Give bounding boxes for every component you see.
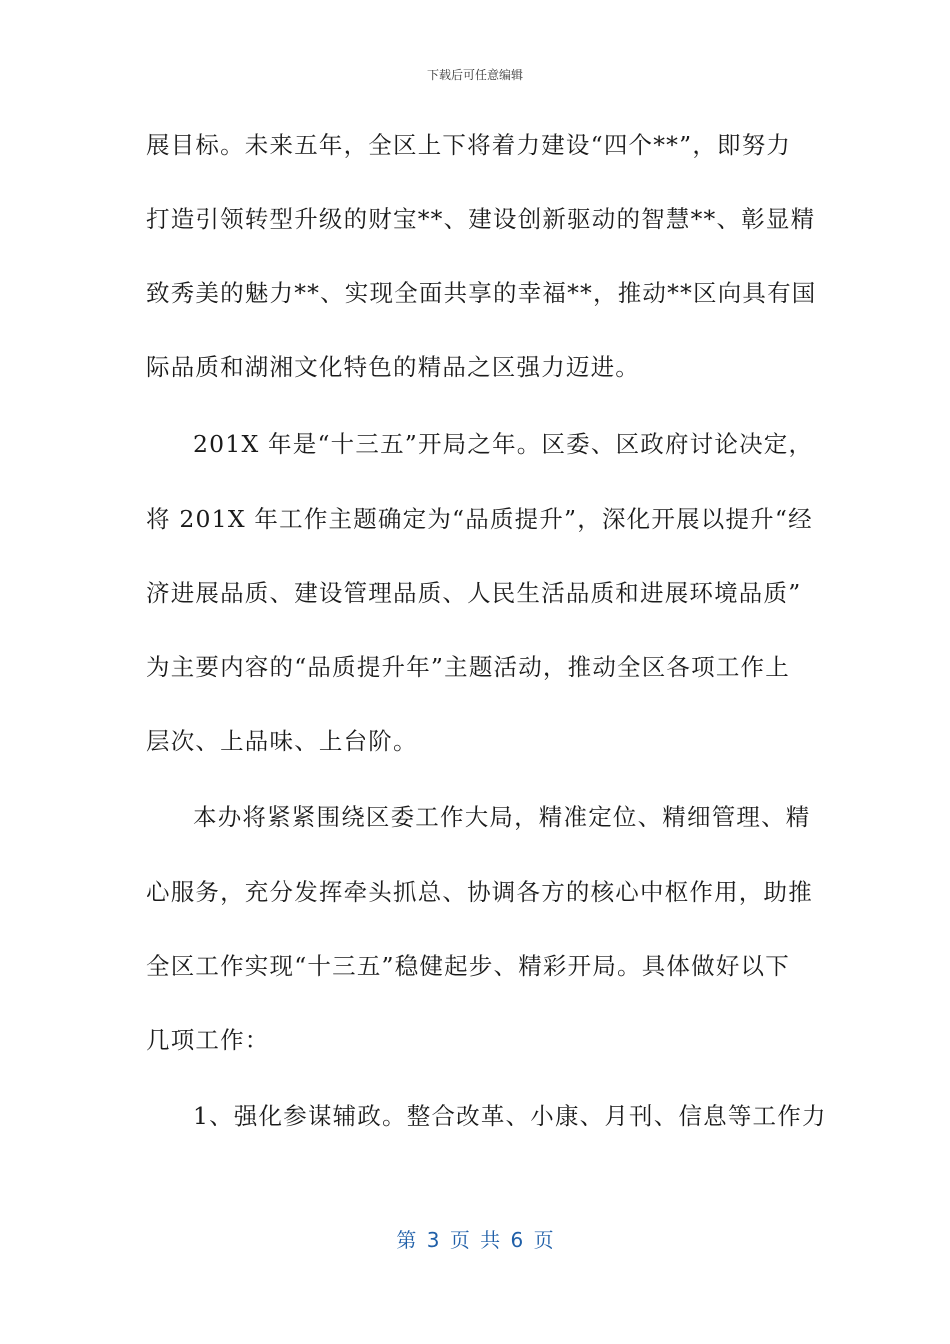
page-header: 下载后可任意编辑 [426,68,523,82]
text-line: 际品质和湖湘文化特色的精品之区强力迈进。 [146,353,640,381]
text-line: 为主要内容的“品质提升年”主题活动，推动全区各项工作上 [146,653,790,681]
text-line: 全区工作实现“十三五”稳健起步、精彩开局。具体做好以下 [146,952,790,980]
text-line: 1、强化参谋辅政。整合改革、小康、月刊、信息等工作力 [193,1102,827,1130]
text-line: 将 201X 年工作主题确定为“品质提升”，深化开展以提升“经 [146,505,813,533]
text-line: 本办将紧紧围绕区委工作大局，精准定位、精细管理、精 [193,803,811,831]
text-line: 层次、上品味、上台阶。 [146,727,418,755]
text-line: 济进展品质、建设管理品质、人民生活品质和进展环境品质” [146,579,802,607]
text-line: 201X 年是“十三五”开局之年。区委、区政府讨论决定， [193,430,814,458]
text-line: 几项工作： [146,1026,270,1054]
text-line: 致秀美的魅力**、实现全面共享的幸福**，推动**区向具有国 [146,279,817,307]
page-footer: 第 3 页 共 6 页 [396,1228,554,1252]
text-line: 打造引领转型升级的财宝**、建设创新驱动的智慧**、彰显精 [146,205,816,233]
text-line: 展目标。未来五年，全区上下将着力建设“四个**”，即努力 [146,131,792,159]
text-line: 心服务，充分发挥牵头抓总、协调各方的核心中枢作用，助推 [146,878,813,906]
